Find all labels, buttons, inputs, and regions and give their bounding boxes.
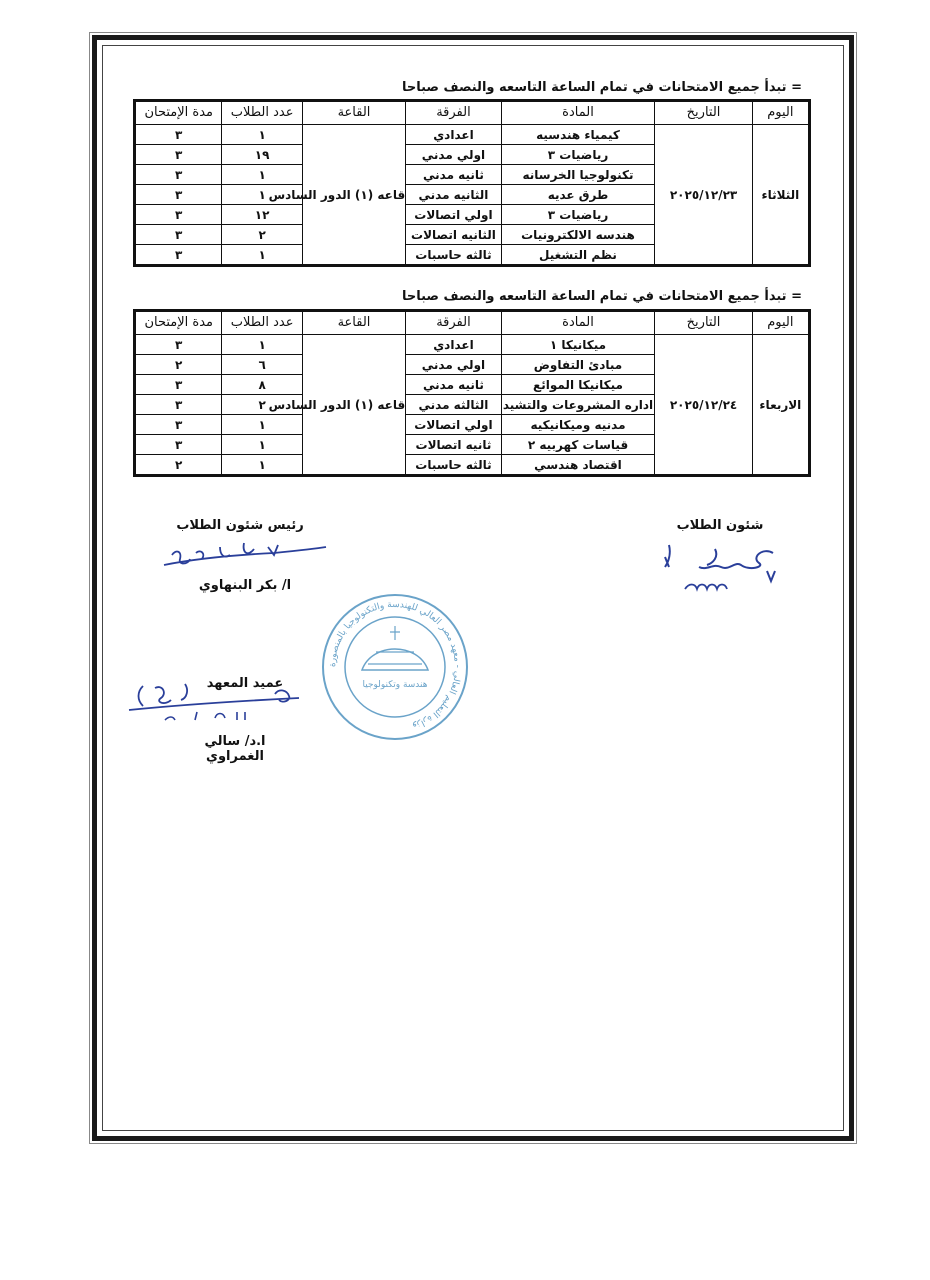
table-row [135,125,810,145]
subject-cell: اقتصاد هندسي [501,455,655,476]
group-cell: ثانيه مدني [406,375,501,395]
students-cell: ١ [222,185,302,205]
date-cell: ٢٠٢٥/١٢/٢٣ [655,125,752,266]
subject-cell: مبادئ التفاوض [501,355,655,375]
header-group: الفرقة [406,311,501,335]
students-cell: ١ [222,415,302,435]
student-affairs-head-title: رئيس شئون الطلاب [176,518,304,533]
header-room: القاعة [302,311,405,335]
table-row [135,335,810,355]
room-cell: قاعه (١) الدور السادس [302,335,405,476]
exam-start-note-1: = تبدأ جميع الامتحانات في تمام الساعة التاسعه والنصف صباحا [401,80,802,95]
students-cell: ١ [222,455,302,476]
room-cell: قاعه (١) الدور السادس [302,125,405,266]
subject-cell: طرق عديه [501,185,655,205]
header-subject: المادة [501,101,655,125]
group-cell: الثانيه مدني [406,185,501,205]
student-affairs-title: شئون الطلاب [676,518,764,533]
duration-cell: ٢ [135,455,222,476]
group-cell: ثالثه حاسبات [406,455,501,476]
duration-cell: ٣ [135,435,222,455]
date-cell: ٢٠٢٥/١٢/٢٤ [655,335,752,476]
header-date: التاريخ [655,311,752,335]
schedule-table-wednesday [133,309,811,477]
subject-cell: كيمياء هندسيه [501,125,655,145]
subject-cell: ميكانيكا ١ [501,335,655,355]
subject-cell: نظم التشغيل [501,245,655,266]
table-header-row [135,101,810,125]
students-cell: ١ [222,125,302,145]
header-day: اليوم [752,311,809,335]
students-cell: ٢ [222,225,302,245]
group-cell: اولي اتصالات [406,415,501,435]
students-cell: ١٩ [222,145,302,165]
duration-cell: ٣ [135,185,222,205]
students-cell: ٦ [222,355,302,375]
group-cell: ثانيه مدني [406,165,501,185]
group-cell: الثالثه مدني [406,395,501,415]
header-date: التاريخ [655,101,752,125]
group-cell: اعدادي [406,125,501,145]
student-affairs-head-name: ا/ بكر البنهاوي [198,578,292,593]
exam-start-note-2: = تبدأ جميع الامتحانات في تمام الساعة التاسعه والنصف صباحا [401,289,802,304]
subject-cell: هندسه الالكترونيات [501,225,655,245]
duration-cell: ٣ [135,415,222,435]
student-affairs-signature [655,535,785,600]
table-header-row [135,311,810,335]
duration-cell: ٢ [135,355,222,375]
duration-cell: ٣ [135,335,222,355]
schedule-table-tuesday [133,99,811,267]
dean-title: عميد المعهد [206,676,284,691]
duration-cell: ٣ [135,125,222,145]
day-cell: الثلاثاء [752,125,809,266]
group-cell: الثانيه اتصالات [406,225,501,245]
svg-text:وزارة التعليم العالي - معهد مص [328,600,462,731]
header-students: عدد الطلاب [222,101,302,125]
students-cell: ١ [222,165,302,185]
duration-cell: ٣ [135,395,222,415]
dean-signature [125,676,305,726]
group-cell: اولي اتصالات [406,205,501,225]
students-cell: ٨ [222,375,302,395]
group-cell: ثانيه اتصالات [406,435,501,455]
stamp-center-text: هندسة وتكنولوجيا [362,680,428,690]
duration-cell: ٣ [135,165,222,185]
subject-cell: رياضيات ٣ [501,145,655,165]
students-cell: ١٢ [222,205,302,225]
institute-stamp [320,592,470,742]
header-group: الفرقة [406,101,501,125]
students-cell: ٢ [222,395,302,415]
duration-cell: ٣ [135,225,222,245]
students-cell: ١ [222,435,302,455]
group-cell: ثالثه حاسبات [406,245,501,266]
dean-name: ا.د/ سالي الغمراوي [204,734,266,764]
duration-cell: ٣ [135,245,222,266]
header-students: عدد الطلاب [222,311,302,335]
subject-cell: ميكانيكا الموائع [501,375,655,395]
subject-cell: رياضيات ٣ [501,205,655,225]
duration-cell: ٣ [135,145,222,165]
group-cell: اولي مدني [406,355,501,375]
day-cell: الاربعاء [752,335,809,476]
header-subject: المادة [501,311,655,335]
subject-cell: اداره المشروعات والتشيد [501,395,655,415]
group-cell: اعدادي [406,335,501,355]
header-room: القاعة [302,101,405,125]
subject-cell: قياسات كهربيه ٢ [501,435,655,455]
header-duration: مدة الإمتحان [135,101,222,125]
subject-cell: مدنيه وميكانيكيه [501,415,655,435]
header-duration: مدة الإمتحان [135,311,222,335]
duration-cell: ٣ [135,375,222,395]
header-day: اليوم [752,101,809,125]
students-cell: ١ [222,335,302,355]
subject-cell: تكنولوجيا الخرسانه [501,165,655,185]
stamp-ring-text: وزارة التعليم العالي - معهد مصر العالي للهندسة والتكنولوجيا بالمنصورة [327,599,463,732]
group-cell: اولي مدني [406,145,501,165]
students-cell: ١ [222,245,302,266]
head-signature [160,537,330,577]
duration-cell: ٣ [135,205,222,225]
